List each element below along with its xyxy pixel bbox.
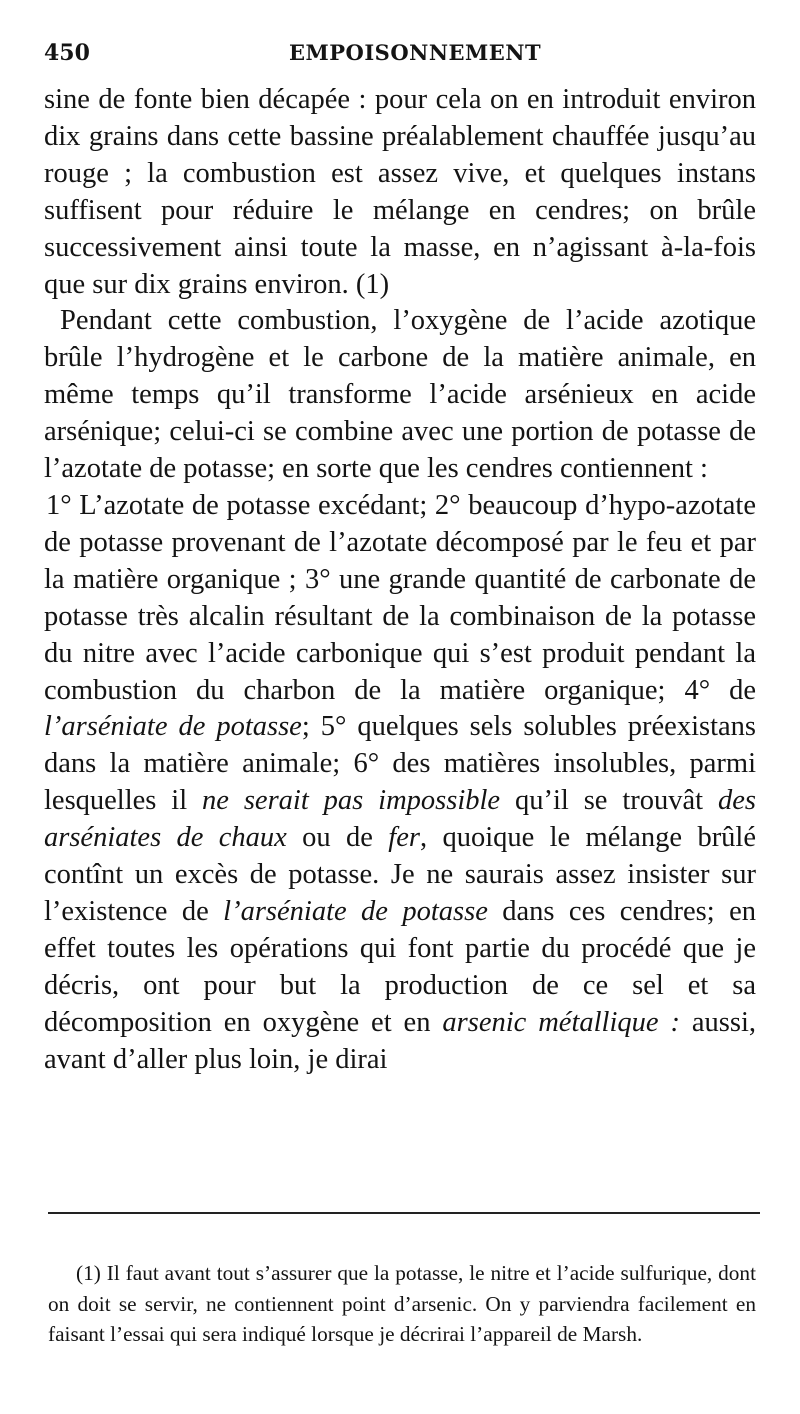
- text-run: , quoique le mélange brûlé contînt un excès de potasse. Je ne saurais assez insister sur l’existence de: [44, 822, 756, 927]
- italic-run: l’arséniate de potasse: [223, 895, 488, 927]
- italic-run: des arséniates de chaux: [44, 785, 756, 854]
- page-number: 450: [44, 40, 90, 66]
- text-run: ; 5° quelques sels solubles préexistans dans la matière animale; 6° des matières insolubles, parmi lesquelles il: [44, 711, 756, 817]
- footnote: [48, 1258, 756, 1350]
- text-run: dans ces cendres; en effet toutes les opérations qui font partie du procédé que je décris, ont pour but la production de ce sel et sa décomposition en oxygène et en: [44, 895, 756, 1038]
- footnote-separator: [48, 1212, 760, 1214]
- paragraph-2: [44, 303, 756, 488]
- italic-run: fer: [388, 822, 420, 854]
- text-run: sine de fonte bien décapée : pour cela on en introduit environ dix grains dans cette bassine préalablement chauffée jusqu’au rouge ; la combustion est assez vive, et quelques instans suffisent pour réduire le mélange en cendres; on brûle successivement ainsi toute la masse, en n’agissant à-la-fois que sur dix grains environ. (1): [44, 84, 756, 300]
- text-run: 1° L’azotate de potasse excédant; 2° beaucoup d’hypo-azotate de potasse provenant de l’azotate décomposé par le feu et par la matière organique ; 3° une grande quantité de carbonate de potasse très alcalin résultant de la combinaison de la potasse du nitre avec l’acide carbonique qui s’est produit pendant la combustion du charbon de la matière organique; 4° de: [44, 489, 756, 706]
- running-title: EMPOISONNEMENT: [289, 40, 542, 65]
- text-run: aussi, avant d’aller plus loin, je dirai: [44, 1006, 757, 1075]
- page-header: [44, 36, 754, 76]
- italic-run: ne serait pas impossible: [202, 785, 501, 817]
- footnote-text: (1) Il faut avant tout s’assurer que la potasse, le nitre et l’acide sulfurique, dont on doit se servir, ne contiennent point d’arsenic. On y parviendra facilement en faisant l’essai qui sera indiqué lorsque je décrirai l’appareil de Marsh.: [48, 1261, 756, 1346]
- text-run: qu’il se trouvât: [500, 785, 718, 817]
- body-text: [44, 82, 756, 1078]
- italic-run: arsenic métallique :: [442, 1006, 680, 1038]
- italic-run: l’arséniate de potasse: [44, 711, 302, 743]
- paragraph-1: [44, 82, 756, 303]
- paragraph-3: [44, 488, 756, 1079]
- text-run: ou de: [286, 822, 389, 854]
- text-run: Pendant cette combustion, l’oxygène de l’acide azotique brûle l’hydrogène et le carbone de la matière animale, en même temps qu’il transforme l’acide arsénieux en acide arsénique; celui-ci se combine avec une portion de potasse de l’azotate de potasse; en sorte que les cendres contiennent :: [44, 305, 756, 485]
